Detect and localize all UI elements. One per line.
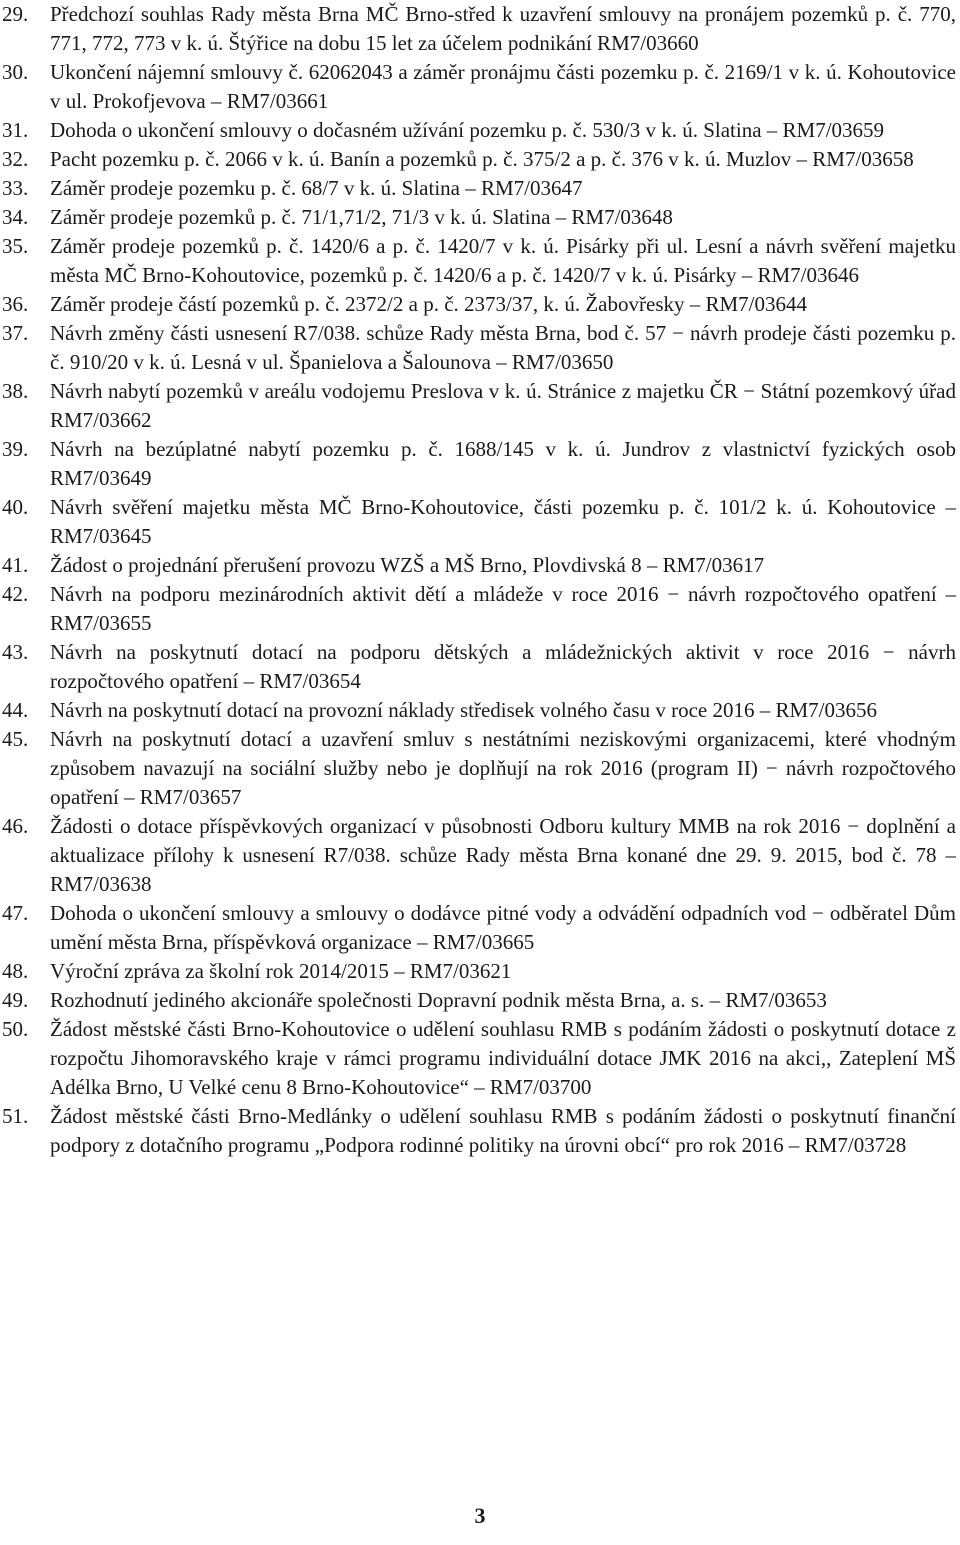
agenda-item-number: 36. xyxy=(2,292,29,316)
agenda-item-number: 38. xyxy=(2,379,29,403)
page-number: 3 xyxy=(474,1503,486,1528)
agenda-item-number: 32. xyxy=(2,147,29,171)
agenda-item xyxy=(0,174,956,203)
agenda-item xyxy=(0,116,956,145)
agenda-item-text: Předchozí souhlas Rady města Brna MČ Brno-střed k uzavření smlouvy na pronájem pozemků p. č. 770, 771, 772, 773 v k. ú. Štýřice na dobu 15 let za účelem podnikání RM7/03660 xyxy=(50,2,956,55)
agenda-item-number: 35. xyxy=(2,234,29,258)
agenda-item-number: 29. xyxy=(2,2,29,26)
agenda-item-number: 44. xyxy=(2,698,29,722)
agenda-item-number: 47. xyxy=(2,901,29,925)
agenda-item xyxy=(0,638,956,696)
agenda-item-number: 45. xyxy=(2,727,29,751)
agenda-item-text: Návrh nabytí pozemků v areálu vodojemu Preslova v k. ú. Stránice z majetku ČR − Státní pozemkový úřad RM7/03662 xyxy=(50,379,956,432)
agenda-item-text: Návrh na bezúplatné nabytí pozemku p. č. 1688/145 v k. ú. Jundrov z vlastnictví fyzických osob RM7/03649 xyxy=(50,437,956,490)
agenda-item xyxy=(0,986,956,1015)
agenda-item xyxy=(0,551,956,580)
agenda-item-number: 43. xyxy=(2,640,29,664)
agenda-item-number: 50. xyxy=(2,1017,29,1041)
agenda-item-text: Záměr prodeje pozemků p. č. 71/1,71/2, 71/3 v k. ú. Slatina – RM7/03648 xyxy=(50,205,673,229)
agenda-item-text: Žádost městské části Brno-Medlánky o udělení souhlasu RMB s podáním žádosti o poskytnutí finanční podpory z dotačního programu „Podpora rodinné politiky na úrovni obcí“ pro rok 2016 – RM7/03728 xyxy=(50,1104,956,1157)
agenda-item-text: Žádost o projednání přerušení provozu WZŠ a MŠ Brno, Plovdivská 8 – RM7/03617 xyxy=(50,553,765,577)
agenda-item xyxy=(0,696,956,725)
agenda-item xyxy=(0,319,956,377)
agenda-item-number: 37. xyxy=(2,321,29,345)
agenda-item xyxy=(0,145,956,174)
agenda-item-text: Dohoda o ukončení smlouvy a smlouvy o dodávce pitné vody a odvádění odpadních vod − odběratel Dům umění města Brna, příspěvková organizace – RM7/03665 xyxy=(50,901,956,954)
agenda-item-text: Návrh svěření majetku města MČ Brno-Kohoutovice, části pozemku p. č. 101/2 k. ú. Kohoutovice – RM7/03645 xyxy=(50,495,956,548)
agenda-item xyxy=(0,203,956,232)
agenda-item xyxy=(0,899,956,957)
agenda-item-number: 46. xyxy=(2,814,29,838)
agenda-item-text: Návrh změny části usnesení R7/038. schůze Rady města Brna, bod č. 57 − návrh prodeje části pozemku p. č. 910/20 v k. ú. Lesná v ul. Španielova a Šalounova – RM7/03650 xyxy=(50,321,956,374)
agenda-item-text: Návrh na poskytnutí dotací a uzavření smluv s nestátními neziskovými organizacemi, které vhodným způsobem navazují na sociální služby nebo je doplňují na rok 2016 (program II) − návrh rozpočtového opatření – RM7/03657 xyxy=(50,727,956,809)
agenda-item xyxy=(0,580,956,638)
agenda-item xyxy=(0,957,956,986)
agenda-item-text: Záměr prodeje pozemků p. č. 1420/6 a p. č. 1420/7 v k. ú. Pisárky při ul. Lesní a návrh svěření majetku města MČ Brno-Kohoutovice, pozemků p. č. 1420/6 a p. č. 1420/7 v k. ú. Pisárky – RM7/03646 xyxy=(50,234,956,287)
agenda-item xyxy=(0,290,956,319)
agenda-item-number: 34. xyxy=(2,205,29,229)
agenda-item xyxy=(0,0,956,58)
agenda-item-text: Rozhodnutí jediného akcionáře společnosti Dopravní podnik města Brna, a. s. – RM7/03653 xyxy=(50,988,827,1012)
agenda-item-number: 51. xyxy=(2,1104,29,1128)
agenda-item xyxy=(0,435,956,493)
agenda-item xyxy=(0,1102,956,1160)
agenda-item-text: Dohoda o ukončení smlouvy o dočasném užívání pozemku p. č. 530/3 v k. ú. Slatina – RM7/03659 xyxy=(50,118,885,142)
agenda-item xyxy=(0,232,956,290)
agenda-item-number: 49. xyxy=(2,988,29,1012)
agenda-item-text: Záměr prodeje částí pozemků p. č. 2372/2 a p. č. 2373/37, k. ú. Žabovřesky – RM7/03644 xyxy=(50,292,808,316)
agenda-item-number: 39. xyxy=(2,437,29,461)
agenda-item xyxy=(0,58,956,116)
agenda-item-number: 41. xyxy=(2,553,29,577)
agenda-item-text: Pacht pozemku p. č. 2066 v k. ú. Banín a pozemků p. č. 375/2 a p. č. 376 v k. ú. Muzlov – RM7/03658 xyxy=(50,147,914,171)
agenda-item xyxy=(0,725,956,812)
agenda-item-text: Žádost městské části Brno-Kohoutovice o udělení souhlasu RMB s podáním žádosti o poskytnutí dotace z rozpočtu Jihomoravského kraje v rámci programu individuální dotace JMK 2016 na akci,, Zateplení MŠ Adélka Brno, U Velké cenu 8 Brno-Kohoutovice“ – RM7/03700 xyxy=(50,1017,956,1099)
agenda-item-text: Záměr prodeje pozemku p. č. 68/7 v k. ú. Slatina – RM7/03647 xyxy=(50,176,583,200)
agenda-item-text: Návrh na podporu mezinárodních aktivit dětí a mládeže v roce 2016 − návrh rozpočtového opatření – RM7/03655 xyxy=(50,582,956,635)
agenda-item xyxy=(0,377,956,435)
agenda-item-text: Návrh na poskytnutí dotací na podporu dětských a mládežnických aktivit v roce 2016 − návrh rozpočtového opatření – RM7/03654 xyxy=(50,640,956,693)
agenda-item-text: Žádosti o dotace příspěvkových organizací v působnosti Odboru kultury MMB na rok 2016 − doplnění a aktualizace přílohy k usnesení R7/038. schůze Rady města Brna konané dne 29. 9. 2015, bod č. 78 – RM7/03638 xyxy=(50,814,956,896)
agenda-item-text: Výroční zpráva za školní rok 2014/2015 – RM7/03621 xyxy=(50,959,512,983)
agenda-item-number: 31. xyxy=(2,118,29,142)
agenda-item xyxy=(0,812,956,899)
agenda-item-number: 33. xyxy=(2,176,29,200)
agenda-item-number: 30. xyxy=(2,60,29,84)
agenda-item xyxy=(0,493,956,551)
agenda-item xyxy=(0,1015,956,1102)
agenda-item-number: 42. xyxy=(2,582,29,606)
agenda-item-number: 40. xyxy=(2,495,29,519)
agenda-item-number: 48. xyxy=(2,959,29,983)
agenda-item-text: Návrh na poskytnutí dotací na provozní náklady středisek volného času v roce 2016 – RM7/03656 xyxy=(50,698,877,722)
agenda-item-text: Ukončení nájemní smlouvy č. 62062043 a záměr pronájmu části pozemku p. č. 2169/1 v k. ú. Kohoutovice v ul. Prokofjevova – RM7/03661 xyxy=(50,60,956,113)
